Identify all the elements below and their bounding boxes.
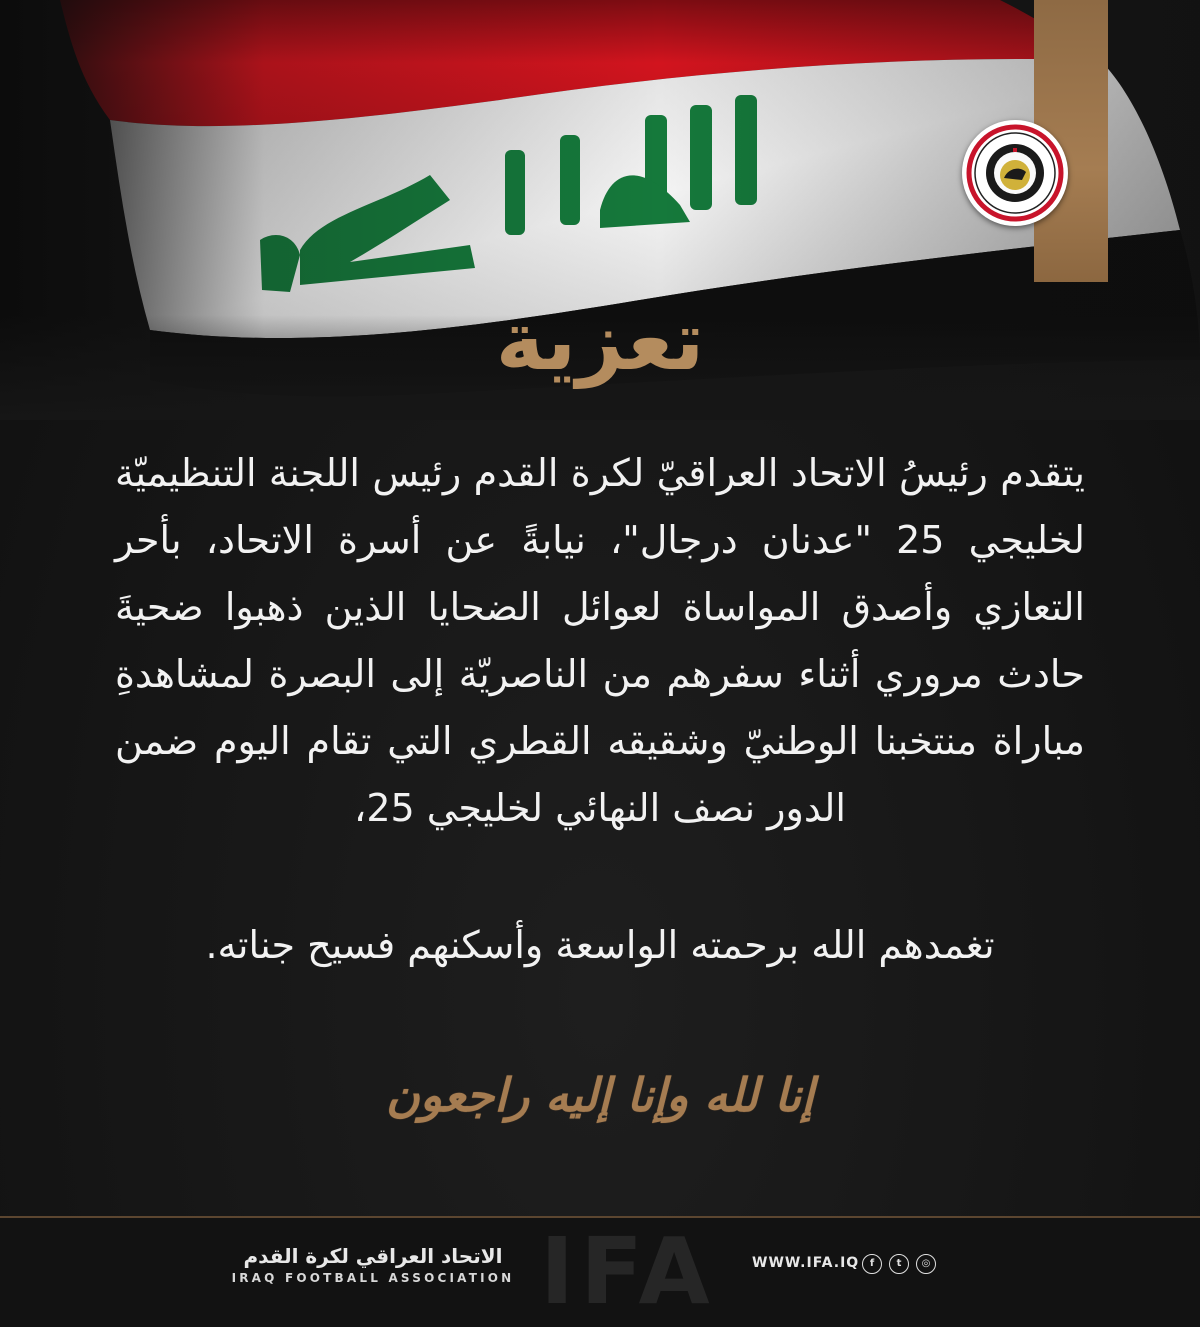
facebook-icon[interactable]: f (862, 1254, 882, 1274)
condolence-message: يتقدم رئيسُ الاتحاد العراقيّ لكرة القدم رئيس اللجنة التنظيميّة لخليجي 25 "عدنان درجال"، نيابةً عن أسرة الاتحاد، بأحر التعازي وأصدق المواساة لعوائل الضحايا الذين ذهبوا ضحيةَ حادث مروري أثناء سفرهم من الناصريّة إلى البصرة لمشاهدةِ مباراة منتخبنا الوطنيّ وشقيقه القطري التي تقام اليوم ضمن الدور نصف النهائي لخليجي 25، (115, 451, 1085, 830)
quran-verse-calligraphy: إنا لله وإنا إليه راجعون (386, 1068, 814, 1122)
ifa-watermark: IFA (540, 1218, 716, 1325)
instagram-icon[interactable]: ◎ (916, 1254, 936, 1274)
page-title: تعزية (495, 294, 705, 389)
condolence-closing: تغمدهم الله برحمته الواسعة وأسكنهم فسيح جناته. (205, 923, 995, 967)
ifa-logo (962, 120, 1068, 226)
association-name-english: IRAQ FOOTBALL ASSOCIATION (231, 1271, 515, 1285)
association-name-arabic: الاتحاد العراقي لكرة القدم (243, 1244, 503, 1268)
twitter-icon[interactable]: t (889, 1254, 909, 1274)
website-link[interactable]: WWW.IFA.IQ (752, 1255, 860, 1271)
